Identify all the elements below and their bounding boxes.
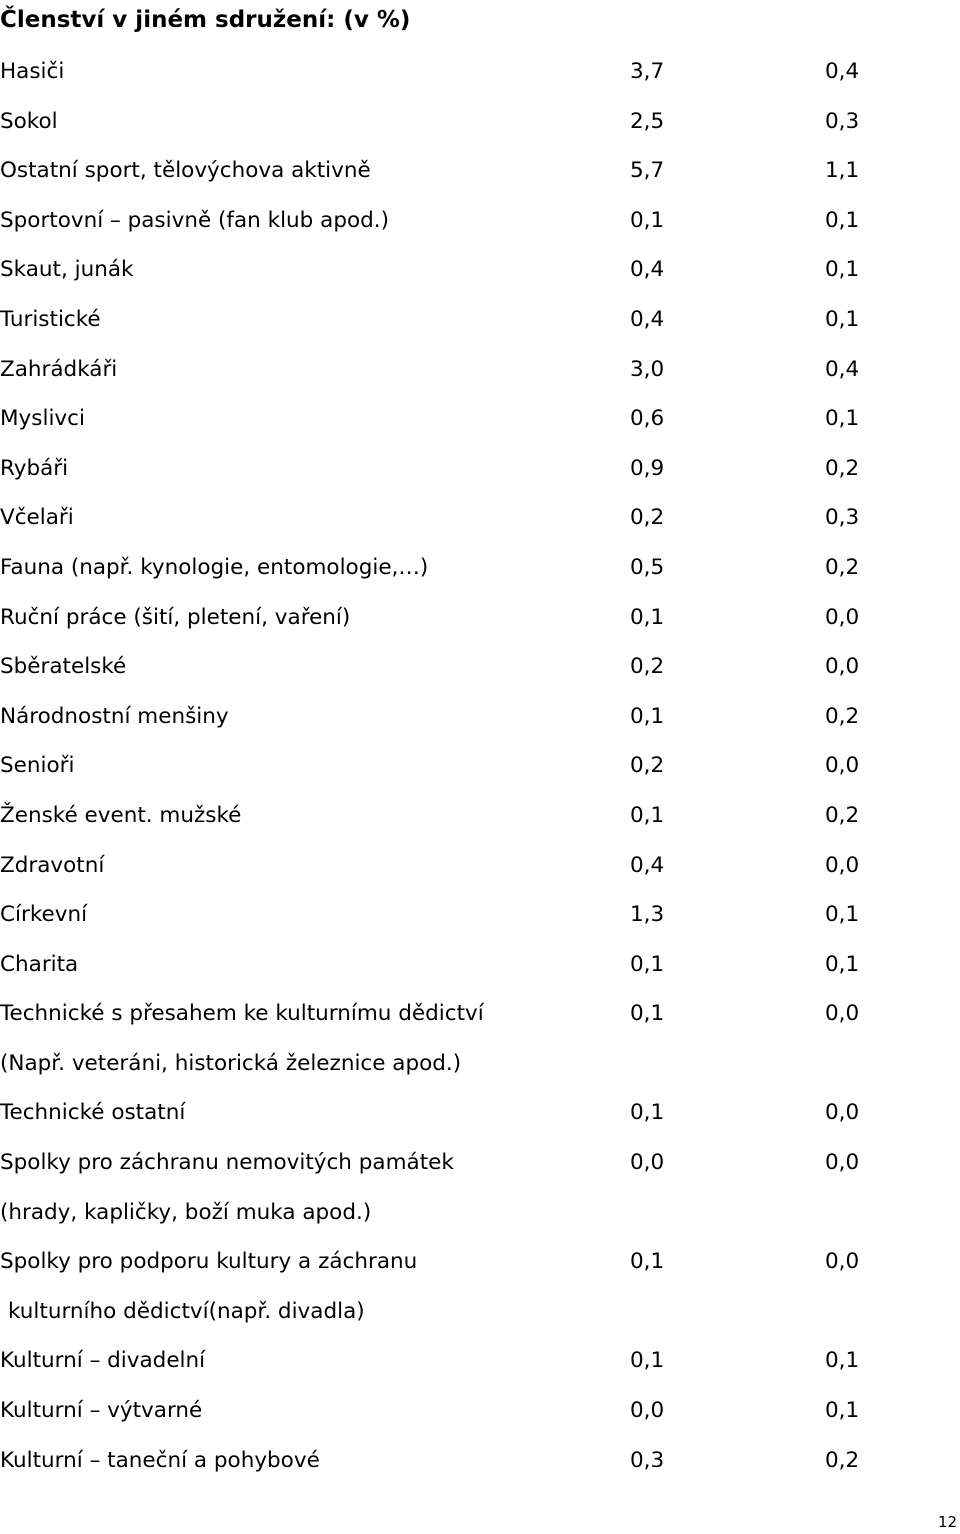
table-row bbox=[0, 1047, 960, 1097]
row-label: Národnostní menšiny bbox=[0, 703, 229, 729]
row-value-1: 0,4 bbox=[630, 852, 665, 878]
row-label: Sběratelské bbox=[0, 654, 127, 680]
table-row bbox=[0, 353, 960, 403]
table-row bbox=[0, 749, 960, 799]
row-value-1: 0,4 bbox=[630, 257, 665, 283]
row-value-1: 0,2 bbox=[630, 753, 665, 779]
row-value-2: 0,0 bbox=[825, 1100, 860, 1126]
row-label: Včelaři bbox=[0, 505, 74, 531]
row-value-1: 0,2 bbox=[630, 654, 665, 680]
table-row bbox=[0, 204, 960, 254]
row-value-2: 0,2 bbox=[825, 802, 860, 828]
row-label: Skaut, junák bbox=[0, 257, 134, 283]
row-label: Ženské event. mužské bbox=[0, 802, 242, 828]
table-row bbox=[0, 1344, 960, 1394]
row-value-2: 0,3 bbox=[825, 505, 860, 531]
table-row bbox=[0, 601, 960, 651]
row-value-2: 0,0 bbox=[825, 604, 860, 630]
row-value-1: 0,1 bbox=[630, 604, 665, 630]
row-label: Turistické bbox=[0, 306, 101, 332]
row-value-2: 0,0 bbox=[825, 654, 860, 680]
table-row bbox=[0, 700, 960, 750]
table-row bbox=[0, 1096, 960, 1146]
table-row bbox=[0, 849, 960, 899]
table-row bbox=[0, 303, 960, 353]
row-value-1: 0,3 bbox=[630, 1447, 665, 1473]
row-value-2: 0,1 bbox=[825, 1398, 860, 1424]
table-row bbox=[0, 997, 960, 1047]
row-value-2: 0,2 bbox=[825, 1447, 860, 1473]
row-label: Zahrádkáři bbox=[0, 356, 118, 382]
row-label: Fauna (např. kynologie, entomologie,…) bbox=[0, 554, 429, 580]
row-label: Myslivci bbox=[0, 406, 85, 432]
row-value-1: 3,7 bbox=[630, 59, 665, 84]
table-row bbox=[0, 1444, 960, 1494]
row-value-2: 0,2 bbox=[825, 455, 860, 481]
table-row bbox=[0, 154, 960, 204]
table-row bbox=[0, 948, 960, 998]
table-row bbox=[0, 1295, 960, 1345]
row-value-1: 5,7 bbox=[630, 158, 665, 184]
row-label: Charita bbox=[0, 951, 79, 977]
table-row bbox=[0, 402, 960, 452]
row-value-1: 0,1 bbox=[630, 703, 665, 729]
row-value-1: 3,0 bbox=[630, 356, 665, 382]
table-row bbox=[0, 105, 960, 155]
row-value-2: 0,0 bbox=[825, 1150, 860, 1176]
row-value-2: 1,1 bbox=[825, 158, 860, 184]
row-label: Sokol bbox=[0, 108, 58, 134]
row-label: Zdravotní bbox=[0, 852, 105, 878]
row-value-2: 0,3 bbox=[825, 108, 860, 134]
row-label: Senioři bbox=[0, 753, 75, 779]
table-row bbox=[0, 1394, 960, 1444]
page-title: Členství v jiném sdružení: (v %) bbox=[0, 7, 411, 33]
table-row bbox=[0, 501, 960, 551]
row-value-2: 0,4 bbox=[825, 59, 860, 84]
table-row bbox=[0, 253, 960, 303]
row-value-1: 0,9 bbox=[630, 455, 665, 481]
row-label: Církevní bbox=[0, 902, 88, 928]
row-value-2: 0,0 bbox=[825, 753, 860, 779]
row-value-1: 0,1 bbox=[630, 207, 665, 233]
row-value-1: 0,0 bbox=[630, 1150, 665, 1176]
row-label: Sportovní – pasivně (fan klub apod.) bbox=[0, 207, 389, 233]
row-value-2: 0,2 bbox=[825, 703, 860, 729]
row-value-2: 0,1 bbox=[825, 406, 860, 432]
row-value-1: 0,0 bbox=[630, 1398, 665, 1424]
row-value-2: 0,1 bbox=[825, 207, 860, 233]
row-label: Technické s přesahem ke kulturnímu dědictví bbox=[0, 1001, 484, 1027]
row-value-2: 0,0 bbox=[825, 1249, 860, 1275]
row-value-1: 0,1 bbox=[630, 1249, 665, 1275]
row-label: Kulturní – divadelní bbox=[0, 1348, 206, 1374]
row-value-1: 0,1 bbox=[630, 1100, 665, 1126]
table-row bbox=[0, 1146, 960, 1196]
row-value-1: 1,3 bbox=[630, 902, 665, 928]
row-value-1: 0,1 bbox=[630, 1001, 665, 1027]
row-label: Kulturní – výtvarné bbox=[0, 1398, 203, 1424]
table-row bbox=[0, 799, 960, 849]
table-row bbox=[0, 452, 960, 502]
row-label: (Např. veteráni, historická železnice apod.) bbox=[0, 1050, 462, 1076]
row-label: Technické ostatní bbox=[0, 1100, 186, 1126]
row-value-1: 0,5 bbox=[630, 554, 665, 580]
row-label: (hrady, kapličky, boží muka apod.) bbox=[0, 1199, 372, 1225]
row-value-2: 0,1 bbox=[825, 951, 860, 977]
table-row bbox=[0, 650, 960, 700]
row-value-2: 0,2 bbox=[825, 554, 860, 580]
table-row bbox=[0, 898, 960, 948]
membership-table bbox=[0, 55, 960, 1493]
table-row bbox=[0, 551, 960, 601]
row-label: Spolky pro podporu kultury a záchranu bbox=[0, 1249, 418, 1275]
row-value-2: 0,0 bbox=[825, 852, 860, 878]
row-value-2: 0,1 bbox=[825, 902, 860, 928]
table-row bbox=[0, 55, 960, 105]
row-value-2: 0,4 bbox=[825, 356, 860, 382]
table-row bbox=[0, 1245, 960, 1295]
row-value-2: 0,0 bbox=[825, 1001, 860, 1027]
row-value-2: 0,1 bbox=[825, 1348, 860, 1374]
row-label: Ruční práce (šití, pletení, vaření) bbox=[0, 604, 351, 630]
row-value-1: 0,6 bbox=[630, 406, 665, 432]
page-number: 12 bbox=[938, 1513, 958, 1531]
row-value-1: 0,1 bbox=[630, 802, 665, 828]
row-label: Spolky pro záchranu nemovitých památek bbox=[0, 1150, 454, 1176]
row-value-1: 2,5 bbox=[630, 108, 665, 134]
row-label: Kulturní – taneční a pohybové bbox=[0, 1447, 320, 1473]
row-label: Rybáři bbox=[0, 455, 69, 481]
row-label: kulturního dědictví(např. divadla) bbox=[8, 1298, 365, 1324]
row-value-1: 0,1 bbox=[630, 1348, 665, 1374]
row-value-1: 0,4 bbox=[630, 306, 665, 332]
row-value-2: 0,1 bbox=[825, 306, 860, 332]
row-value-2: 0,1 bbox=[825, 257, 860, 283]
row-value-1: 0,1 bbox=[630, 951, 665, 977]
row-label: Ostatní sport, tělovýchova aktivně bbox=[0, 158, 371, 184]
row-value-1: 0,2 bbox=[630, 505, 665, 531]
table-row bbox=[0, 1196, 960, 1246]
row-label: Hasiči bbox=[0, 59, 65, 84]
